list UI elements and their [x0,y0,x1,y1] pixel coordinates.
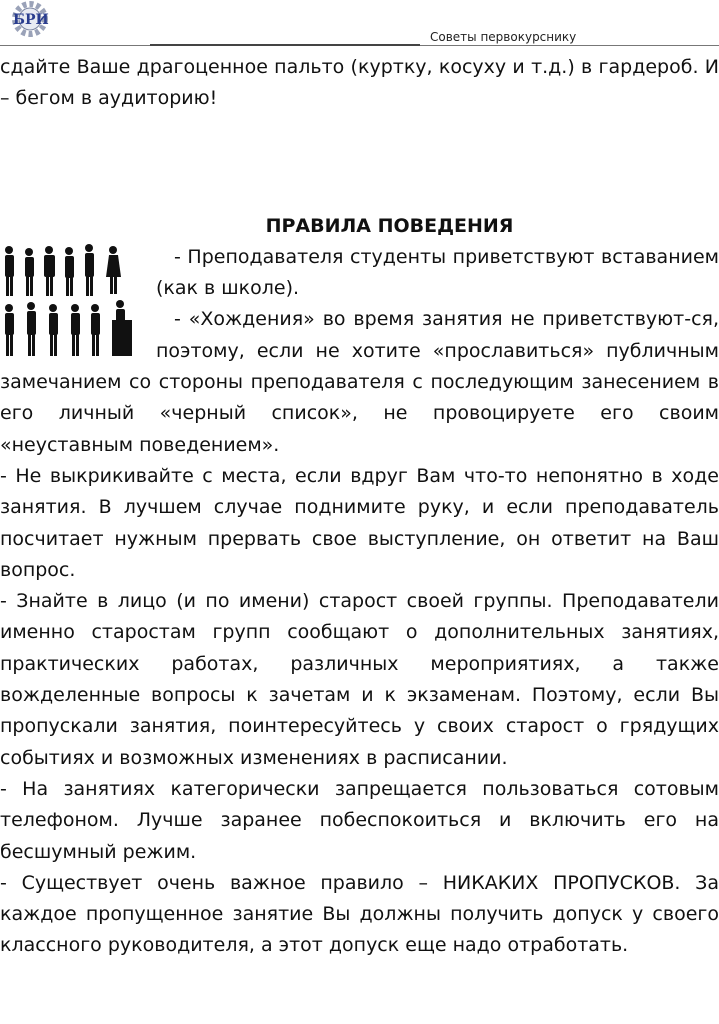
institute-logo [0,0,62,38]
header-divider-accent [150,44,420,46]
document-body [0,52,719,962]
intro-paragraph: сдайте Ваше драгоценное пальто (куртку, косуху и т.д.) в гардероб. И – бегом в аудиторию! [0,56,719,110]
logo-text: БРИ [13,12,49,28]
rule-item: - На занятиях категорически запрещается пользоваться сотовым телефоном. Лучше заранее побеспокоиться и включить его на бесшумный режим. [0,777,719,863]
rule-item: - Преподавателя студенты приветствуют вставанием (как в школе). [156,245,719,300]
page-header-title: Советы первокурснику [430,30,577,44]
section-heading: ПРАВИЛА ПОВЕДЕНИЯ [265,214,514,237]
people-silhouettes-illustration [0,244,150,362]
rule-item: - Знайте в лицо (и по имени) старост своей группы. Преподаватели именно старостам групп сообщают о дополнительных занятиях, практических работах, различных мероприятиях, а также вожделенные вопросы к зачетам и к экзаменам. Поэтому, если Вы пропускали занятия, поинтересуйтесь у своих старост о грядущих событиях и возможных изменениях в расписании. [0,590,719,769]
rule-item: - «Хождения» во время занятия не приветствуют-ся, поэтому, если не хотите «прославиться» публичным замечанием со стороны преподавателя с последующим занесением в его личный «черный список», не провоцируете его своим «неуставным поведением». [0,308,719,456]
rule-item: - Не выкрикивайте с места, если вдруг Вам что-то непонятно в ходе занятия. В лучшем случае поднимите руку, и если преподаватель посчитает нужным прервать свое выступление, он ответит на Ваш вопрос. [0,464,719,581]
rule-item: - Существует очень важное правило – НИКАКИХ ПРОПУСКОВ. За каждое пропущенное занятие Вы должны получить допуск у своего классного руководителя, а этот допуск еще надо отработать. [0,871,719,957]
